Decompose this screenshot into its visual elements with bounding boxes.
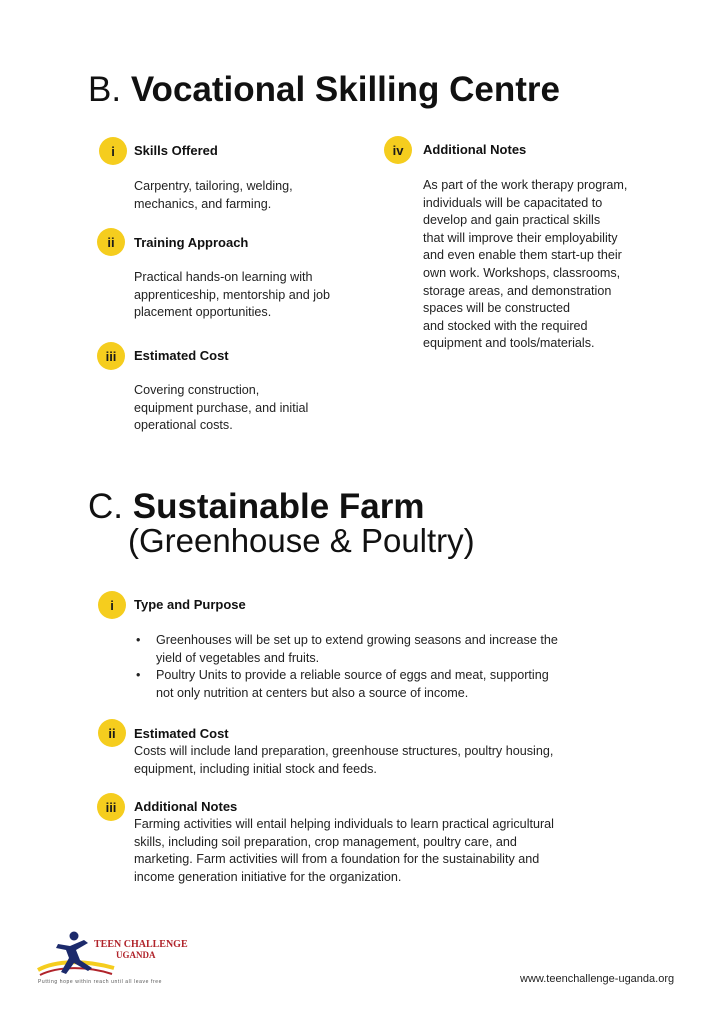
footer-logo — [36, 930, 196, 986]
section-b-title — [88, 70, 560, 110]
badge-b-ii: ii — [97, 228, 125, 256]
b-estimated-cost-heading: Estimated Cost — [134, 348, 229, 363]
list-item: • Greenhouses will be set up to extend growing seasons and increase the yield of vegetables and fruits. — [136, 633, 558, 665]
bullet-icon: • — [136, 668, 141, 683]
section-b-heading: Vocational Skilling Centre — [130, 70, 560, 109]
logo-title-line2: UGANDA — [116, 950, 156, 960]
c-type-purpose-heading: Type and Purpose — [134, 597, 246, 612]
section-c-title — [88, 487, 425, 527]
badge-c-iii: iii — [97, 793, 125, 821]
b-additional-notes-text: As part of the work therapy program, individuals will be capacitated to develop and gain practical skills that will improve their employability and even enable them start-up their own work. Workshops, classrooms, storage areas, and demonstration spaces will be constructed and stocked with the required equipment and tools/materials. — [423, 178, 628, 351]
badge-b-iv: iv — [384, 136, 412, 164]
badge-b-i: i — [99, 137, 127, 165]
b-skills-offered-heading: Skills Offered — [134, 143, 218, 158]
logo-title-line1: TEEN CHALLENGE — [94, 939, 188, 950]
section-c-letter: C. — [88, 487, 123, 526]
c-additional-notes-text: Farming activities will entail helping individuals to learn practical agricultural skills, including soil preparation, crop management, poultry care, and marketing. Farm activities will from a foundation for the sustainability and income generation initiative for the organization. — [134, 817, 554, 884]
logo-tagline: Putting hope within reach until all leave free — [38, 979, 163, 985]
section-c-heading: Sustainable Farm — [132, 487, 425, 526]
badge-c-ii: ii — [98, 719, 126, 747]
footer-website-link[interactable]: www.teenchallenge-uganda.org — [520, 973, 675, 985]
b-additional-notes-heading: Additional Notes — [423, 142, 527, 157]
section-b-letter: B. — [88, 70, 122, 109]
bullet-icon: • — [136, 633, 141, 647]
list-item: • Poultry Units to provide a reliable source of eggs and meat, supporting not only nutrition at centers but also a source of income. — [136, 668, 549, 700]
b-skills-offered-text: Carpentry, tailoring, welding, mechanics, and farming. — [134, 179, 293, 211]
badge-c-i: i — [98, 591, 126, 619]
c-estimated-cost-heading: Estimated Cost — [134, 726, 229, 741]
running-figure-logo-icon — [36, 930, 116, 982]
badge-b-iii: iii — [97, 342, 125, 370]
b-training-approach-heading: Training Approach — [134, 235, 249, 250]
c-estimated-cost-text: Costs will include land preparation, greenhouse structures, poultry housing, equipment, including initial stock and feeds. — [134, 744, 554, 776]
c-additional-notes-heading: Additional Notes — [134, 799, 238, 814]
c-type-purpose-list — [134, 632, 558, 702]
b-training-approach-text: Practical hands-on learning with apprenticeship, mentorship and job placement opportunities. — [134, 270, 331, 320]
section-c-subtitle: (Greenhouse & Poultry) — [128, 522, 475, 559]
b-estimated-cost-text: Covering construction, equipment purchase, and initial operational costs. — [134, 383, 309, 433]
